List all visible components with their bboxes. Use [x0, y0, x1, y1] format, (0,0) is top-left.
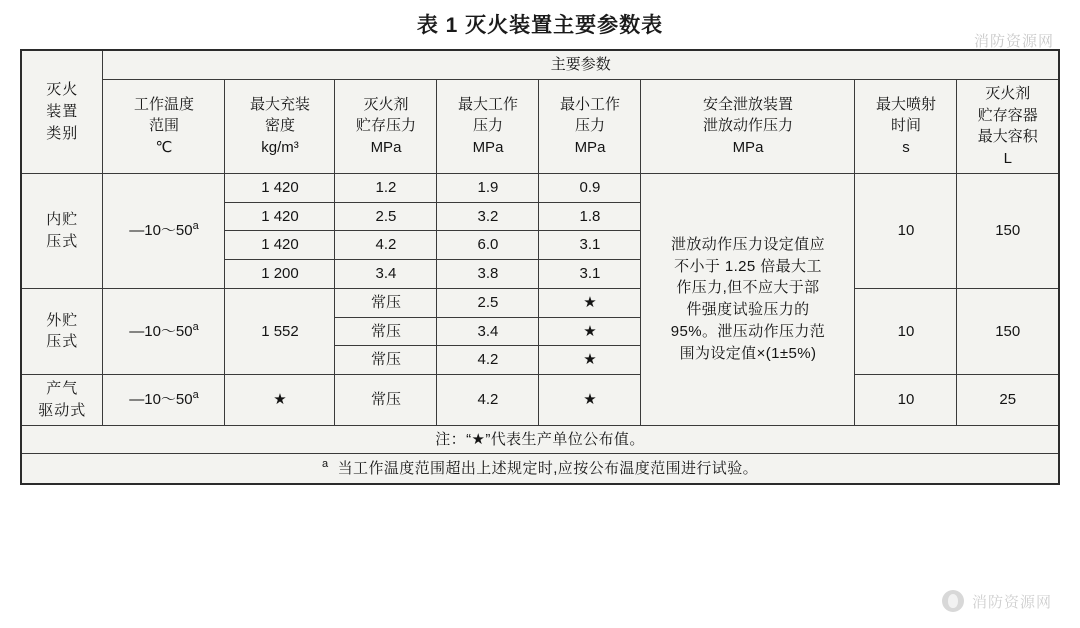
cell-density: 1 200 — [225, 260, 335, 289]
cell-storage-pressure: 常压 — [335, 317, 437, 346]
footnote-ref: a — [192, 321, 199, 333]
cell-density: ★ — [225, 375, 335, 426]
cell-storage-pressure: 常压 — [335, 346, 437, 375]
cell-storage-pressure: 常压 — [335, 375, 437, 426]
cell-density: 1 420 — [225, 231, 335, 260]
cell-storage-pressure: 常压 — [335, 288, 437, 317]
header-line: 压力 — [574, 117, 605, 135]
header-group-main-parameters: 主要参数 — [103, 50, 1059, 79]
header-line: 范围 — [148, 117, 179, 135]
cell-max-work-pressure: 6.0 — [437, 231, 539, 260]
footnote-text: “★”代表生产单位公布值。 — [466, 430, 645, 448]
category-line: 内贮 — [46, 211, 79, 228]
cell-density: 1 420 — [225, 173, 335, 202]
safety-line: 件强度试验压力的 — [686, 301, 810, 319]
header-line: kg/m³ — [261, 139, 299, 157]
cell-min-work-pressure: ★ — [539, 346, 641, 375]
header-line: 最大喷射 — [875, 95, 936, 113]
safety-line: 泄放动作压力设定值应 — [670, 235, 825, 253]
cell-min-work-pressure: ★ — [539, 317, 641, 346]
cell-max-work-pressure: 1.9 — [437, 173, 539, 202]
cell-density: 1 420 — [225, 202, 335, 231]
parameters-table — [20, 49, 1060, 485]
table-footnote-row — [21, 425, 1059, 454]
cell-storage-pressure: 4.2 — [335, 231, 437, 260]
cell-max-work-pressure: 2.5 — [437, 288, 539, 317]
cell-min-work-pressure: 3.1 — [539, 231, 641, 260]
header-line: MPa — [472, 139, 504, 157]
footnote-label: a — [321, 458, 329, 471]
table-row — [21, 375, 1059, 426]
header-line: s — [902, 139, 910, 157]
header-line: 压力 — [472, 117, 503, 135]
watermark-bottom — [942, 590, 1052, 612]
header-category — [21, 50, 103, 173]
page-title: 表 1 灭火装置主要参数表 — [416, 14, 664, 37]
header-line: MPa — [370, 139, 402, 157]
footnote-note — [21, 425, 1059, 454]
header-line: 密度 — [264, 117, 295, 135]
cell-max-spray-time: 10 — [855, 288, 957, 374]
watermark-top: 消防资源网 — [973, 33, 1054, 50]
header-line: 安全泄放装置 — [702, 95, 793, 113]
safety-line: 不小于 1.25 倍最大工 — [674, 257, 822, 275]
header-category-line-1: 灭火 — [46, 81, 79, 99]
cell-max-volume: 150 — [957, 288, 1059, 374]
cell-max-work-pressure: 3.2 — [437, 202, 539, 231]
header-working-temperature — [103, 79, 225, 173]
flame-icon — [942, 590, 964, 612]
watermark-bottom-label: 消防资源网 — [971, 593, 1052, 611]
category-line: 外贮 — [46, 311, 79, 329]
header-min-working-pressure — [539, 79, 641, 173]
safety-line: 作压力,但不应大于部 — [676, 279, 820, 297]
header-line: MPa — [732, 139, 764, 157]
cell-max-spray-time: 10 — [855, 173, 957, 288]
cell-max-work-pressure: 3.8 — [437, 260, 539, 289]
header-line: 灭火剂 — [363, 95, 409, 113]
cell-min-work-pressure: ★ — [539, 375, 641, 426]
footnote-ref: a — [192, 220, 199, 233]
cell-temp-range-external — [103, 288, 225, 374]
header-max-container-volume — [957, 79, 1059, 173]
row-category-external — [21, 288, 103, 374]
header-line: 最大容积 — [977, 128, 1038, 146]
header-line: 泄放动作压力 — [702, 117, 793, 135]
header-line: 贮存容器 — [977, 106, 1038, 124]
header-category-line-3: 类别 — [46, 124, 79, 142]
cell-max-work-pressure: 4.2 — [437, 375, 539, 426]
header-line: 最小工作 — [559, 95, 620, 113]
header-line: 工作温度 — [133, 95, 194, 113]
cell-max-volume: 150 — [957, 173, 1059, 288]
cell-temp-range-gas — [103, 375, 225, 426]
temp-range-value: —10～50 — [129, 222, 193, 240]
cell-min-work-pressure: 3.1 — [539, 260, 641, 289]
temp-range-value: —10～50 — [129, 323, 193, 340]
safety-line: 围为设定值×(1±5%) — [679, 344, 817, 362]
cell-min-work-pressure: ★ — [539, 288, 641, 317]
header-line: MPa — [574, 139, 606, 157]
row-category-internal — [21, 173, 103, 288]
cell-storage-pressure: 2.5 — [335, 202, 437, 231]
cell-max-work-pressure: 4.2 — [437, 346, 539, 375]
header-max-filling-density — [225, 79, 335, 173]
header-line: ℃ — [155, 139, 173, 157]
cell-safety-relief-text — [641, 173, 855, 425]
table-header-row-group — [21, 50, 1059, 79]
cell-temp-range-internal — [103, 173, 225, 288]
cell-max-volume: 25 — [957, 375, 1059, 426]
header-line: L — [1003, 150, 1012, 167]
header-line: 最大充装 — [249, 95, 310, 113]
cell-storage-pressure: 3.4 — [335, 260, 437, 289]
table-footnote-row — [21, 454, 1059, 484]
header-max-working-pressure — [437, 79, 539, 173]
footnote-label: 注： — [435, 430, 467, 448]
header-line: 最大工作 — [457, 95, 518, 113]
header-safety-relief-pressure — [641, 79, 855, 173]
header-max-spray-time — [855, 79, 957, 173]
cell-min-work-pressure: 1.8 — [539, 202, 641, 231]
header-line: 时间 — [890, 117, 921, 135]
category-line: 压式 — [46, 232, 79, 250]
footnote-a — [21, 454, 1059, 484]
cell-min-work-pressure: 0.9 — [539, 173, 641, 202]
row-category-gas-generating — [21, 375, 103, 426]
category-line: 驱动式 — [38, 401, 87, 419]
table-header-row-columns — [21, 79, 1059, 173]
temp-range-value: —10～50 — [129, 391, 193, 409]
cell-max-spray-time: 10 — [855, 375, 957, 426]
cell-density: 1 552 — [225, 288, 335, 374]
category-line: 产气 — [46, 380, 79, 397]
safety-line: 95%。泄压动作压力范 — [670, 322, 826, 340]
table-row — [21, 173, 1059, 202]
header-category-line-2: 装置 — [46, 103, 79, 120]
header-line: 灭火剂 — [985, 84, 1031, 102]
footnote-text: 当工作温度范围超出上述规定时,应按公布温度范围进行试验。 — [337, 460, 759, 478]
footnote-ref: a — [192, 389, 199, 402]
header-line: 贮存压力 — [355, 117, 416, 135]
table-row — [21, 288, 1059, 317]
category-line: 压式 — [46, 333, 79, 351]
cell-max-work-pressure: 3.4 — [437, 317, 539, 346]
cell-storage-pressure: 1.2 — [335, 173, 437, 202]
header-agent-storage-pressure — [335, 79, 437, 173]
